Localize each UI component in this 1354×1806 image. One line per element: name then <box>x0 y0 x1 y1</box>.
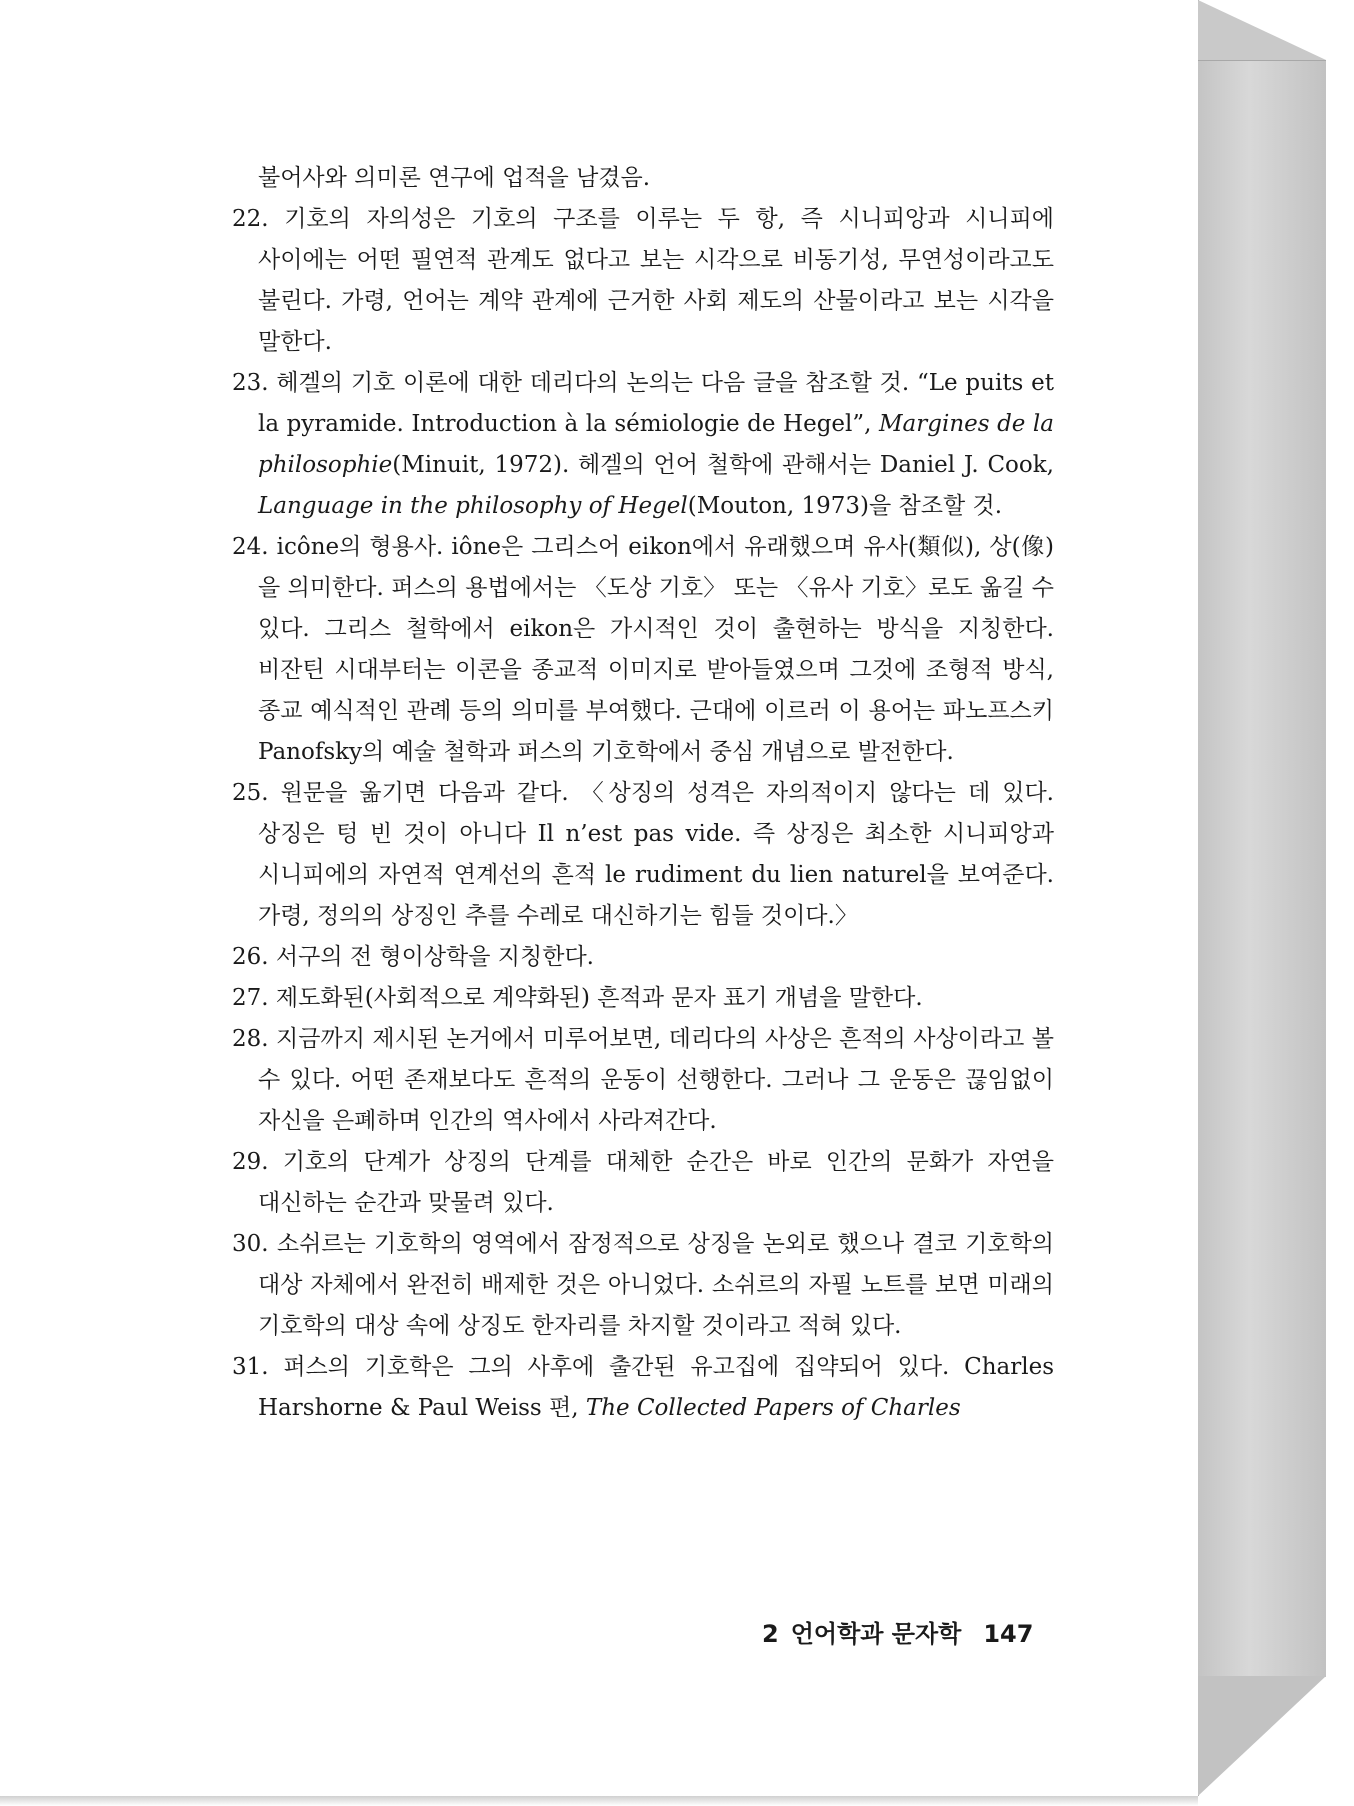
note-number: 28. <box>232 1026 269 1052</box>
note-text: 불어사와 의미론 연구에 업적을 남겼음. <box>258 165 651 191</box>
note-text: icône의 형용사. iône은 그리스어 eikon에서 유래했으며 유사(類似), 상(像)을 의미한다. 퍼스의 용법에서는 〈도상 기호〉 또는 〈유사 기호〉로도 옮길 수 있다. 그리스 철학에서 eikon은 가시적인 것이 출현하는 방식을 지칭한다. 비잔틴 시대부터는 이콘을 종교적 이미지로 받아들였으며 그것에 조형적 방식, 종교 예식적인 관례 등의 의미를 부여했다. 근대에 이르러 이 용어는 파노프스키 Panofsky의 예술 철학과 퍼스의 기호학에서 중심 개념으로 발전한다. <box>258 534 1054 765</box>
note-text: 제도화된(사회적으로 계약화된) 흔적과 문자 표기 개념을 말한다. <box>275 985 923 1011</box>
note-24 <box>232 527 1054 773</box>
note-number: 22. <box>232 206 269 232</box>
book-spine-top <box>1198 0 1326 60</box>
note-number: 29. <box>232 1149 269 1175</box>
note-text: 서구의 전 형이상학을 지칭한다. <box>275 944 594 970</box>
note-text: 기호의 단계가 상징의 단계를 대체한 순간은 바로 인간의 문화가 자연을 대신하는 순간과 맞물려 있다. <box>258 1149 1055 1216</box>
note-continuation <box>232 158 1054 199</box>
note-number: 23. <box>232 370 269 396</box>
book-spine <box>1198 60 1326 1677</box>
note-number: 31. <box>232 1354 269 1380</box>
note-number: 24. <box>232 534 269 560</box>
note-31 <box>232 1347 1054 1429</box>
note-22 <box>232 199 1054 363</box>
note-title-italic: Margines de la philosophie <box>258 411 1054 478</box>
note-text: 퍼스의 기호학은 그의 사후에 출간된 유고집에 집약되어 있다. Charles Harshorne & Paul Weiss 편, <box>258 1354 1055 1421</box>
note-number: 26. <box>232 944 269 970</box>
note-text: 소쉬르는 기호학의 영역에서 잠정적으로 상징을 논외로 했으나 결코 기호학의 대상 자체에서 완전히 배제한 것은 아니었다. 소쉬르의 자필 노트를 보면 미래의 기호학의 대상 속에 상징도 한자리를 차지할 것이라고 적혀 있다. <box>258 1231 1055 1339</box>
note-text: (Minuit, 1972). 헤겔의 언어 철학에 관해서는 Daniel J. Cook, <box>392 452 1054 478</box>
note-text: 지금까지 제시된 논거에서 미루어보면, 데리다의 사상은 흔적의 사상이라고 볼 수 있다. 어떤 존재보다도 흔적의 운동이 선행한다. 그러나 그 운동은 끊임없이 자신을 은폐하며 인간의 역사에서 사라져간다. <box>258 1026 1055 1134</box>
chapter-number: 2 <box>762 1620 779 1648</box>
note-23 <box>232 363 1054 527</box>
note-25 <box>232 773 1054 937</box>
note-text: 원문을 옮기면 다음과 같다. 〈상징의 성격은 자의적이지 않다는 데 있다. 상징은 텅 빈 것이 아니다 Il n’est pas vide. 즉 상징은 최소한 시니피앙과 시니피에의 자연적 연계선의 흔적 le rudiment du lien naturel을 보여준다. 가령, 정의의 상징인 추를 수레로 대신하기는 힘들 것이다.〉 <box>258 780 1054 929</box>
note-number: 30. <box>232 1231 269 1257</box>
endnotes-list <box>232 158 1054 1429</box>
note-29 <box>232 1142 1054 1224</box>
note-28 <box>232 1019 1054 1142</box>
chapter-title: 언어학과 문자학 <box>790 1620 962 1648</box>
note-title-italic: The Collected Papers of Charles <box>585 1395 961 1421</box>
note-text: 기호의 자의성은 기호의 구조를 이루는 두 항, 즉 시니피앙과 시니피에 사이에는 어떤 필연적 관계도 없다고 보는 시각으로 비동기성, 무연성이라고도 불린다. 가령, 언어는 계약 관계에 근거한 사회 제도의 산물이라고 보는 시각을 말한다. <box>258 206 1055 355</box>
book-spine-bottom <box>1198 1676 1326 1796</box>
running-footer <box>762 1614 1033 1649</box>
note-number: 25. <box>232 780 269 806</box>
page-bottom-shadow <box>0 1796 1198 1806</box>
note-title-italic: Language in the philosophy of Hegel <box>258 493 688 519</box>
note-text: (Mouton, 1973)을 참조할 것. <box>687 493 1003 519</box>
note-text: 헤겔의 기호 이론에 대한 데리다의 논의는 다음 글을 참조할 것. “Le puits et la pyramide. Introduction à la sémiologie de Hegel”, <box>258 370 1055 437</box>
note-number: 27. <box>232 985 269 1011</box>
note-27 <box>232 978 1054 1019</box>
note-30 <box>232 1224 1054 1347</box>
page-number: 147 <box>983 1620 1034 1648</box>
note-26 <box>232 937 1054 978</box>
